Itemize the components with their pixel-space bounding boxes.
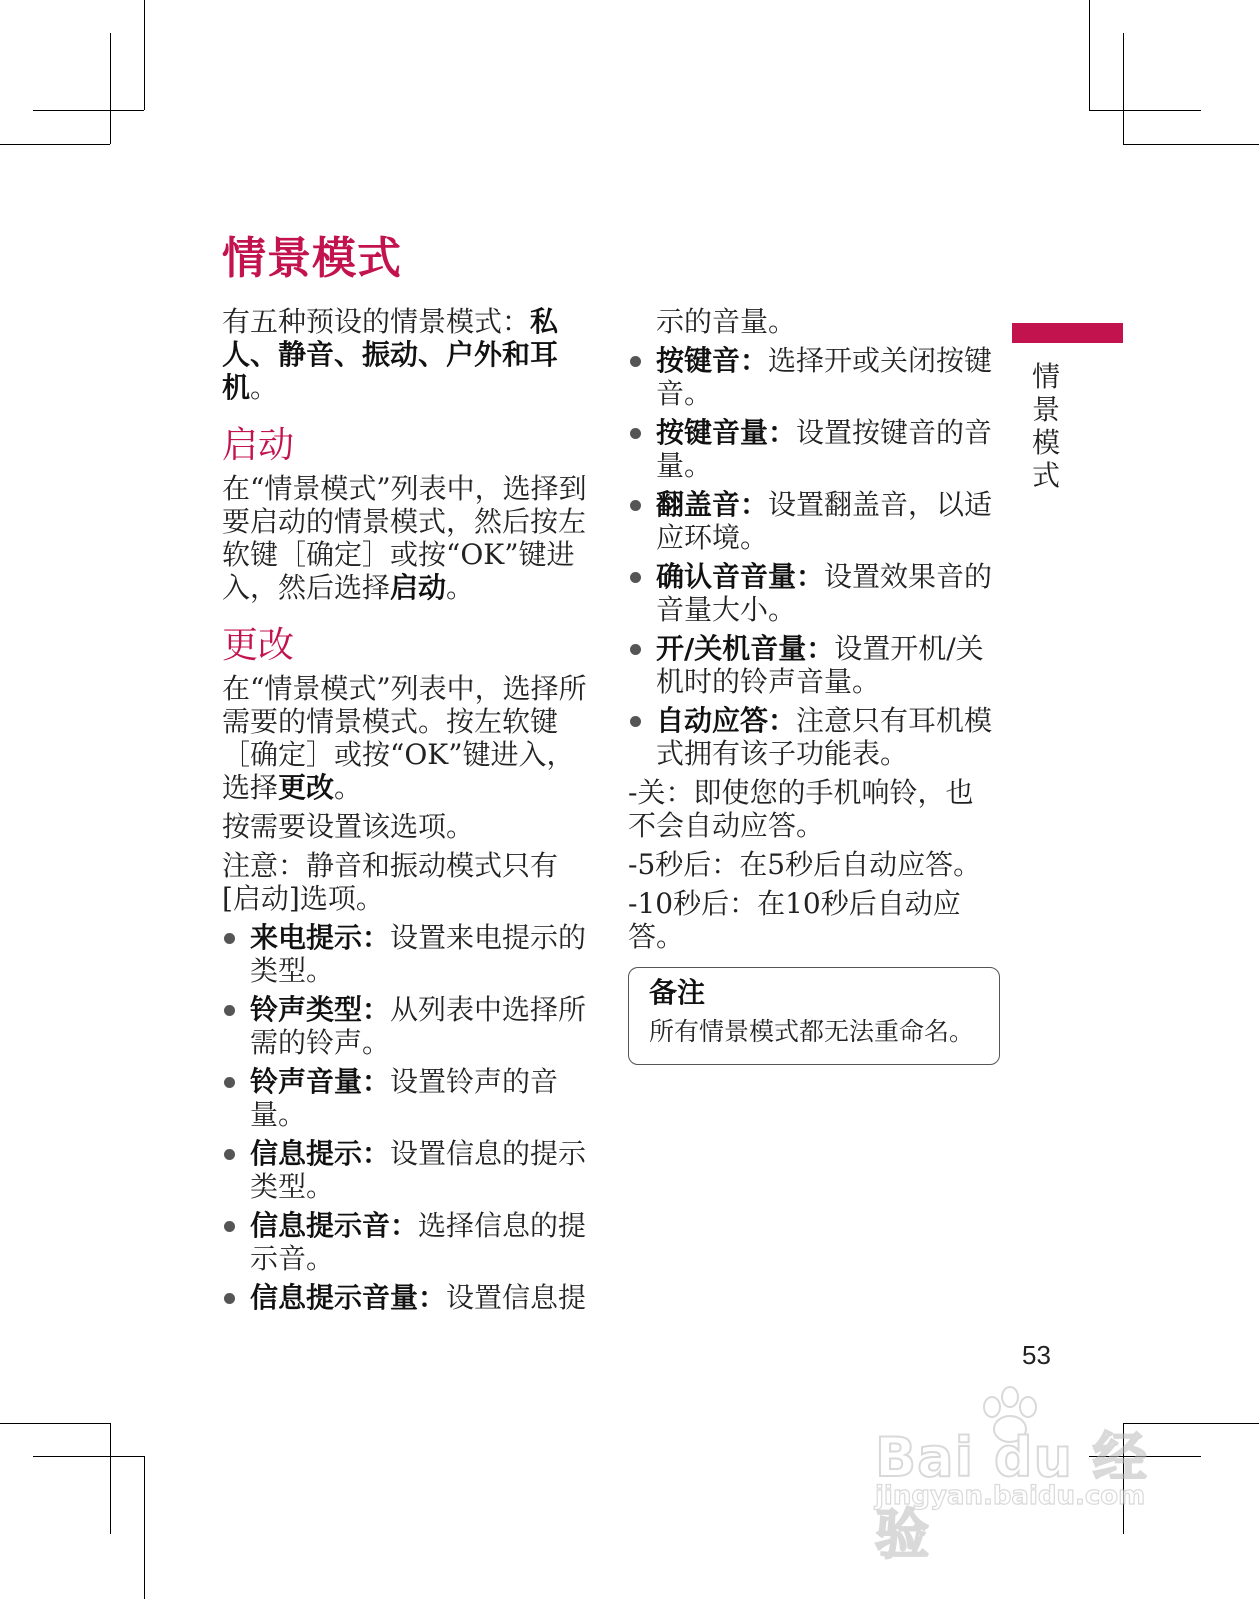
right-bullet-list (628, 344, 993, 770)
page-title: 情景模式 (222, 233, 402, 284)
item-label: 信息提示： (250, 1137, 391, 1170)
note-title: 备注 (649, 976, 706, 1009)
item-text: 设置效果音的音量大小。 (656, 560, 993, 626)
right-column (628, 305, 993, 1065)
chapter-side-label: 情景模式 (1032, 360, 1061, 492)
bullet-icon (630, 644, 641, 655)
item-label: 来电提示： (250, 921, 391, 954)
watermark-url: jingyan.baidu.com (875, 1481, 1146, 1511)
left-column (222, 305, 592, 1320)
crop-mark (1089, 110, 1201, 111)
item-text: 从列表中选择所需的铃声。 (250, 993, 587, 1059)
note-box (628, 967, 1000, 1065)
list-item (628, 344, 993, 410)
item-label: 按键音量： (656, 416, 797, 449)
crop-mark (144, 1456, 145, 1599)
list-item (222, 1137, 592, 1203)
bullet-icon (630, 356, 641, 367)
section-heading-edit: 更改 (222, 625, 295, 666)
edit-end: 。 (334, 771, 363, 804)
crop-mark (1123, 144, 1259, 145)
bullet-icon (224, 1005, 235, 1016)
item-label: 按键音： (656, 344, 769, 377)
item-text: 设置翻盖音，以适应环境。 (656, 488, 993, 554)
list-item (222, 1281, 592, 1314)
bullet-icon (630, 428, 641, 439)
intro-text: 有五种预设的情景模式： (222, 305, 531, 338)
bullet-icon (224, 1293, 235, 1304)
option-5s: -5秒后：在5秒后自动应答。 (628, 848, 982, 881)
bullet-icon (224, 1221, 235, 1232)
list-item (222, 921, 592, 987)
list-item (628, 704, 993, 770)
option-10s: -10秒后：在10秒后自动应答。 (628, 887, 961, 953)
bullet-icon (224, 1149, 235, 1160)
item-label: 确认音音量： (656, 560, 825, 593)
note-text: 所有情景模式都无法重命名。 (649, 1017, 975, 1046)
item-label: 翻盖音： (656, 488, 769, 521)
start-paragraph (222, 472, 592, 604)
item-label: 自动应答： (656, 704, 797, 737)
bullet-icon (224, 933, 235, 944)
crop-mark (1123, 33, 1124, 144)
item-text: 设置来电提示的类型。 (250, 921, 587, 987)
crop-mark (33, 110, 144, 111)
item-label: 铃声音量： (250, 1065, 391, 1098)
list-item (628, 560, 993, 626)
edit-settings-paragraph: 按需要设置该选项。 (222, 810, 475, 843)
item-text: 注意只有耳机模式拥有该子功能表。 (656, 704, 993, 770)
item-label: 开/关机音量： (656, 632, 835, 665)
edit-text: 在“情景模式”列表中，选择所需要的情景模式。按左软键［确定］或按“OK”键进入，选择 (222, 672, 587, 804)
list-item (628, 488, 993, 554)
item-text: 选择信息的提示音。 (250, 1209, 587, 1275)
intro-bold: 私人、静音、振动、户外和耳机 (222, 305, 559, 404)
bullet-icon (630, 572, 641, 583)
option-off: -关：即使您的手机响铃，也不会自动应答。 (628, 776, 974, 842)
item-label: 信息提示音： (250, 1209, 419, 1242)
start-bold: 启动 (390, 571, 447, 604)
list-item (628, 416, 993, 482)
item-text: 设置按键音的音量。 (656, 416, 993, 482)
crop-mark (110, 33, 111, 144)
bullet-icon (630, 500, 641, 511)
bullet-icon (630, 716, 641, 727)
item-text: 设置信息的提示类型。 (250, 1137, 587, 1203)
list-item (222, 1065, 592, 1131)
list-item (222, 993, 592, 1059)
crop-mark (0, 1423, 110, 1424)
chapter-tab-marker (1012, 323, 1123, 343)
bullet-icon (224, 1077, 235, 1088)
baidu-watermark (875, 1385, 1165, 1566)
watermark-brand: Bai du 经验 (875, 1426, 1148, 1566)
list-item (628, 632, 993, 698)
item-text: 设置信息提 (446, 1281, 587, 1314)
item-text: 设置开机/关机时的铃声音量。 (656, 632, 984, 698)
item-label: 信息提示音量： (250, 1281, 447, 1314)
list-item (222, 1209, 592, 1275)
crop-mark (144, 0, 145, 110)
continuation-text: 示的音量。 (656, 305, 797, 338)
item-label: 铃声类型： (250, 993, 391, 1026)
item-text: 选择开或关闭按键音。 (656, 344, 993, 410)
page-number: 53 (1022, 1340, 1051, 1370)
left-bullet-list (222, 921, 592, 1314)
edit-note-paragraph: 注意：静音和振动模式只有[启动]选项。 (222, 849, 559, 915)
edit-paragraph (222, 672, 592, 804)
crop-mark (1089, 0, 1090, 110)
intro-end: 。 (250, 371, 279, 404)
intro-paragraph (222, 305, 592, 404)
start-end: 。 (446, 571, 475, 604)
section-heading-start: 启动 (222, 425, 295, 466)
crop-mark (33, 1456, 144, 1457)
start-text: 在“情景模式”列表中，选择到要启动的情景模式，然后按左软键［确定］或按“OK”键进入，然后选择 (222, 472, 587, 604)
crop-mark (110, 1423, 111, 1534)
item-text: 设置铃声的音量。 (250, 1065, 559, 1131)
edit-bold: 更改 (278, 771, 335, 804)
crop-mark (0, 144, 110, 145)
